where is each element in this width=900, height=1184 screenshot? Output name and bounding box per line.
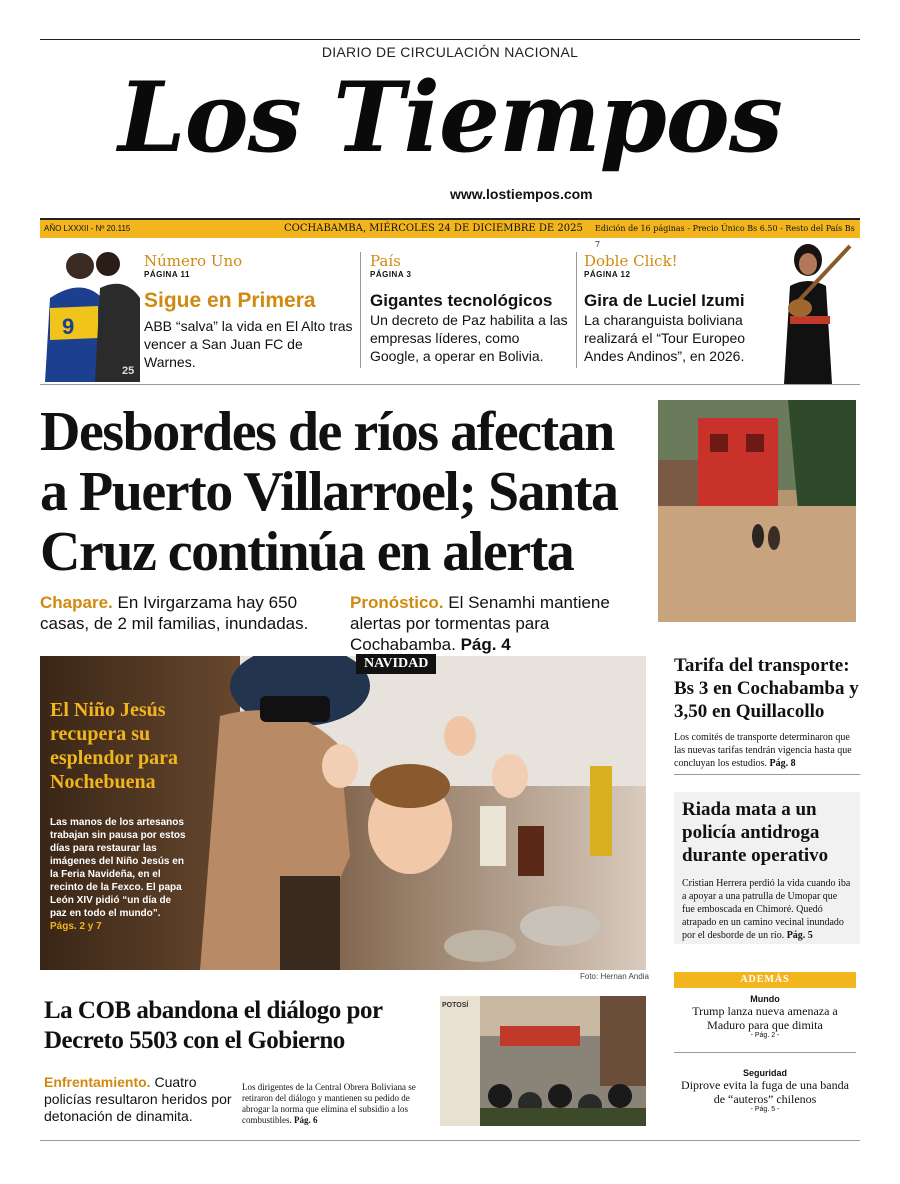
ademas-divider xyxy=(674,1052,856,1053)
navidad-label: NAVIDAD xyxy=(356,654,436,674)
side-story-riada[interactable] xyxy=(674,792,860,944)
teaser-page: PÁGINA 12 xyxy=(584,270,631,279)
lead-headline[interactable]: Desbordes de ríos afectan a Puerto Villarroel; Santa Cruz continúa en alerta xyxy=(40,401,618,583)
svg-text:9: 9 xyxy=(62,314,75,339)
side-rule xyxy=(674,774,860,775)
side-body xyxy=(682,877,852,942)
ademas-text: Trump lanza nueva amenaza a Maduro para que dimita xyxy=(692,1004,838,1032)
newspaper-logo: Los Tiempos xyxy=(118,61,782,174)
teaser-headline: Sigue en Primera xyxy=(144,289,316,312)
teaser-divider xyxy=(576,252,577,368)
edition-info: Edición de 16 páginas - Precio Único Bs 6.50 - Resto del País Bs 7 xyxy=(595,224,855,249)
teaser-body: La charanguista boliviana realizará el “Tour Europeo Andes Andinos”, en 2026. xyxy=(584,312,746,364)
teaser-pais[interactable] xyxy=(370,252,570,365)
side-headline: Tarifa del transporte: Bs 3 en Cochabamba y 3,50 en Quillacollo xyxy=(674,655,859,722)
svg-text:25: 25 xyxy=(122,365,135,377)
cob-kicker: Enfrentamiento. xyxy=(44,1074,151,1090)
teaser-body: ABB “salva” la vida en El Alto tras vencer a San Juan FC de Warnes. xyxy=(144,318,353,370)
cob-body-text: Los dirigentes de la Central Obrera Boliviana se retiraron del diálogo y mantienen su pedido de abrogar la norma que elimina el subsidio a los combustibles. xyxy=(242,1082,416,1125)
sub-text: El Senamhi mantiene alertas por tormentas para Cochabamba. xyxy=(350,593,610,654)
lead-sub-pronostico xyxy=(350,592,650,655)
side-story-tarifa[interactable] xyxy=(674,654,860,770)
issue-number: AÑO LXXXII - Nº 20.115 xyxy=(44,224,131,233)
feature-headline[interactable]: El Niño Jesús recupera su esplendor para Nochebuena xyxy=(50,699,178,793)
feature-page-ref: Págs. 2 y 7 xyxy=(50,921,102,932)
teaser-section: Doble Click! xyxy=(584,252,678,270)
teaser-divider xyxy=(360,252,361,368)
bottom-rule xyxy=(40,1140,860,1141)
lead-sub-chapare xyxy=(40,592,320,634)
cob-headline[interactable]: La COB abandona el diálogo por Decreto 5503 con el Gobierno xyxy=(44,997,383,1054)
side-body-text: Cristian Herrera perdió la vida cuando iba a apoyar a una patrulla de Umopar que fue emboscada en Chimoré. Quedó atrapado en un camino vecinal inundado por el desborde de un río. xyxy=(682,878,851,941)
street-sign: POTOSÍ xyxy=(442,1002,469,1009)
ademas-page: - Pág. 2 - xyxy=(750,1032,780,1039)
page-ref: Pág. 8 xyxy=(769,758,796,769)
feature-body-text: Las manos de los artesanos trabajan sin pausa por estos días para restaurar las imágenes del Niño Jesús en la Feria Navideña, en el recinto de la Fexco. El papa León XIV pidió “un día de paz en todo el mundo”. xyxy=(50,817,186,919)
lead-photo-flood xyxy=(658,400,856,622)
side-body xyxy=(674,731,860,770)
side-body-text: Los comités de transporte determinaron que las nuevas tarifas tendrán vigencia hasta que concluyan los estudios. xyxy=(674,732,852,769)
side-headline: Riada mata a un policía antidroga durante operativo xyxy=(682,799,829,866)
teaser-numero-uno[interactable] xyxy=(144,252,354,371)
cob-sub xyxy=(44,1074,234,1125)
ademas-text: Diprove evita la fuga de una banda de “auteros” chilenos xyxy=(681,1078,849,1106)
teaser-body: Un decreto de Paz habilita a las empresas líderes, como Google, a operar en Bolivia. xyxy=(370,312,568,364)
ademas-item[interactable] xyxy=(674,994,856,1039)
teaser-headline: Gira de Luciel Izumi xyxy=(584,291,745,310)
section-rule xyxy=(40,384,860,385)
ademas-section: Mundo xyxy=(750,994,780,1004)
teaser-section: Número Uno xyxy=(144,252,243,270)
page-ref: Pág. 6 xyxy=(294,1115,318,1125)
teaser-photo-musician xyxy=(762,238,860,384)
feature-body xyxy=(50,816,190,933)
teaser-headline: Gigantes tecnológicos xyxy=(370,291,553,310)
page-ref: Pág. 4 xyxy=(460,635,511,654)
teaser-section: País xyxy=(370,252,401,270)
dateline-band xyxy=(40,218,860,249)
teaser-page: PÁGINA 3 xyxy=(370,270,412,279)
ademas-label: ADEMÁS xyxy=(674,972,856,988)
teaser-photo-soccer xyxy=(40,248,140,382)
ademas-page: - Pág. 5 - xyxy=(750,1106,780,1113)
teaser-page: PÁGINA 11 xyxy=(144,270,190,279)
teaser-doble-click[interactable] xyxy=(584,252,764,365)
sub-kicker: Chapare. xyxy=(40,593,113,612)
date-line: COCHABAMBA, MIÉRCOLES 24 DE DICIEMBRE DE 2025 xyxy=(284,223,583,234)
photo-credit: Foto: Hernan Andia xyxy=(580,972,649,981)
sub-kicker: Pronóstico. xyxy=(350,593,444,612)
website-url[interactable]: www.lostiempos.com xyxy=(450,186,593,202)
cob-kicker-text: Cuatro policías resultaron heridos por detonación de dinamita. xyxy=(44,1074,232,1124)
ademas-item[interactable] xyxy=(674,1068,856,1113)
masthead-tagline: DIARIO DE CIRCULACIÓN NACIONAL xyxy=(321,44,579,60)
cob-photo-protest xyxy=(440,996,646,1126)
ademas-section: Seguridad xyxy=(742,1068,787,1078)
top-rule xyxy=(40,39,860,40)
page-ref: Pág. 5 xyxy=(786,930,813,941)
cob-body xyxy=(242,1082,434,1126)
sub-text: En Ivirgarzama hay 650 casas, de 2 mil familias, inundadas. xyxy=(40,593,309,633)
